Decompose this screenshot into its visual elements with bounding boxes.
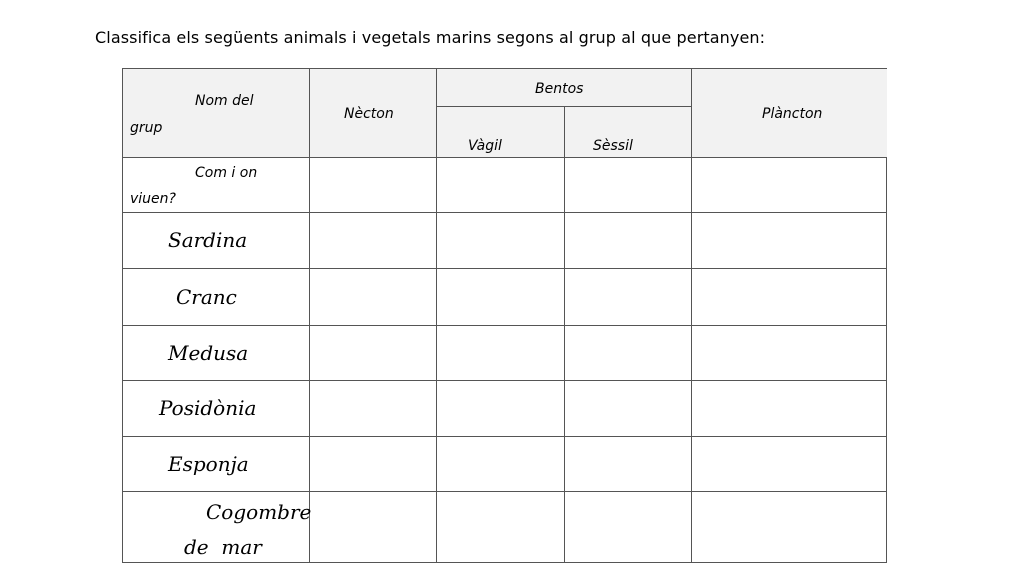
- header-necton: [310, 69, 437, 158]
- habitat-plancton-cell[interactable]: [692, 158, 887, 213]
- row-label-posidonia: [123, 381, 310, 437]
- organism-name-line1: Cogombre: [206, 500, 312, 524]
- row-label-cranc: [123, 269, 310, 326]
- answer-cell[interactable]: [310, 381, 437, 437]
- answer-cell[interactable]: [565, 326, 692, 381]
- answer-cell[interactable]: [692, 326, 887, 381]
- answer-cell[interactable]: [692, 269, 887, 326]
- organism-name: Medusa: [168, 341, 249, 365]
- answer-cell[interactable]: [437, 492, 565, 563]
- habitat-sessil-cell[interactable]: [565, 158, 692, 213]
- organism-name-line2: de mar: [184, 535, 262, 559]
- answer-cell[interactable]: [692, 213, 887, 269]
- answer-cell[interactable]: [565, 213, 692, 269]
- header-bentos-label: Bentos: [535, 81, 584, 97]
- answer-cell[interactable]: [310, 437, 437, 492]
- answer-cell[interactable]: [565, 492, 692, 563]
- header-group-name-line2: grup: [130, 120, 163, 136]
- answer-cell[interactable]: [310, 326, 437, 381]
- header-plancton: [692, 69, 887, 158]
- answer-cell[interactable]: [310, 492, 437, 563]
- instruction-text: Classifica els següents animals i vegetals marins segons al grup al que pertanyen:: [95, 28, 766, 47]
- habitat-vagil-cell[interactable]: [437, 158, 565, 213]
- header-plancton-label: Plàncton: [762, 106, 823, 122]
- row-label-esponja: [123, 437, 310, 492]
- header-bentos: [437, 69, 692, 107]
- answer-cell[interactable]: [310, 213, 437, 269]
- answer-cell[interactable]: [565, 437, 692, 492]
- habitat-necton-cell[interactable]: [310, 158, 437, 213]
- habitat-label-line1: Com i on: [195, 165, 258, 181]
- answer-cell[interactable]: [437, 213, 565, 269]
- header-group-name: [123, 69, 310, 158]
- header-sessil-label: Sèssil: [593, 138, 633, 154]
- row-label-medusa: [123, 326, 310, 381]
- answer-cell[interactable]: [437, 269, 565, 326]
- header-vagil: [437, 107, 565, 158]
- habitat-label-line2: viuen?: [130, 191, 176, 207]
- organism-name: Cranc: [176, 285, 237, 309]
- answer-cell[interactable]: [692, 437, 887, 492]
- organism-name: Posidònia: [159, 396, 257, 420]
- organism-name: Sardina: [168, 228, 248, 252]
- answer-cell[interactable]: [565, 269, 692, 326]
- header-vagil-label: Vàgil: [468, 138, 502, 154]
- habitat-row-label: [123, 158, 310, 213]
- row-label-cogombre-de-mar: [123, 492, 310, 563]
- answer-cell[interactable]: [692, 381, 887, 437]
- header-necton-label: Nècton: [344, 106, 394, 122]
- row-label-sardina: [123, 213, 310, 269]
- answer-cell[interactable]: [565, 381, 692, 437]
- answer-cell[interactable]: [437, 326, 565, 381]
- header-group-name-line1: Nom del: [195, 93, 254, 109]
- answer-cell[interactable]: [310, 269, 437, 326]
- answer-cell[interactable]: [437, 437, 565, 492]
- organism-name: Esponja: [168, 452, 249, 476]
- header-sessil: [565, 107, 692, 158]
- classification-table: [122, 68, 887, 563]
- answer-cell[interactable]: [692, 492, 887, 563]
- answer-cell[interactable]: [437, 381, 565, 437]
